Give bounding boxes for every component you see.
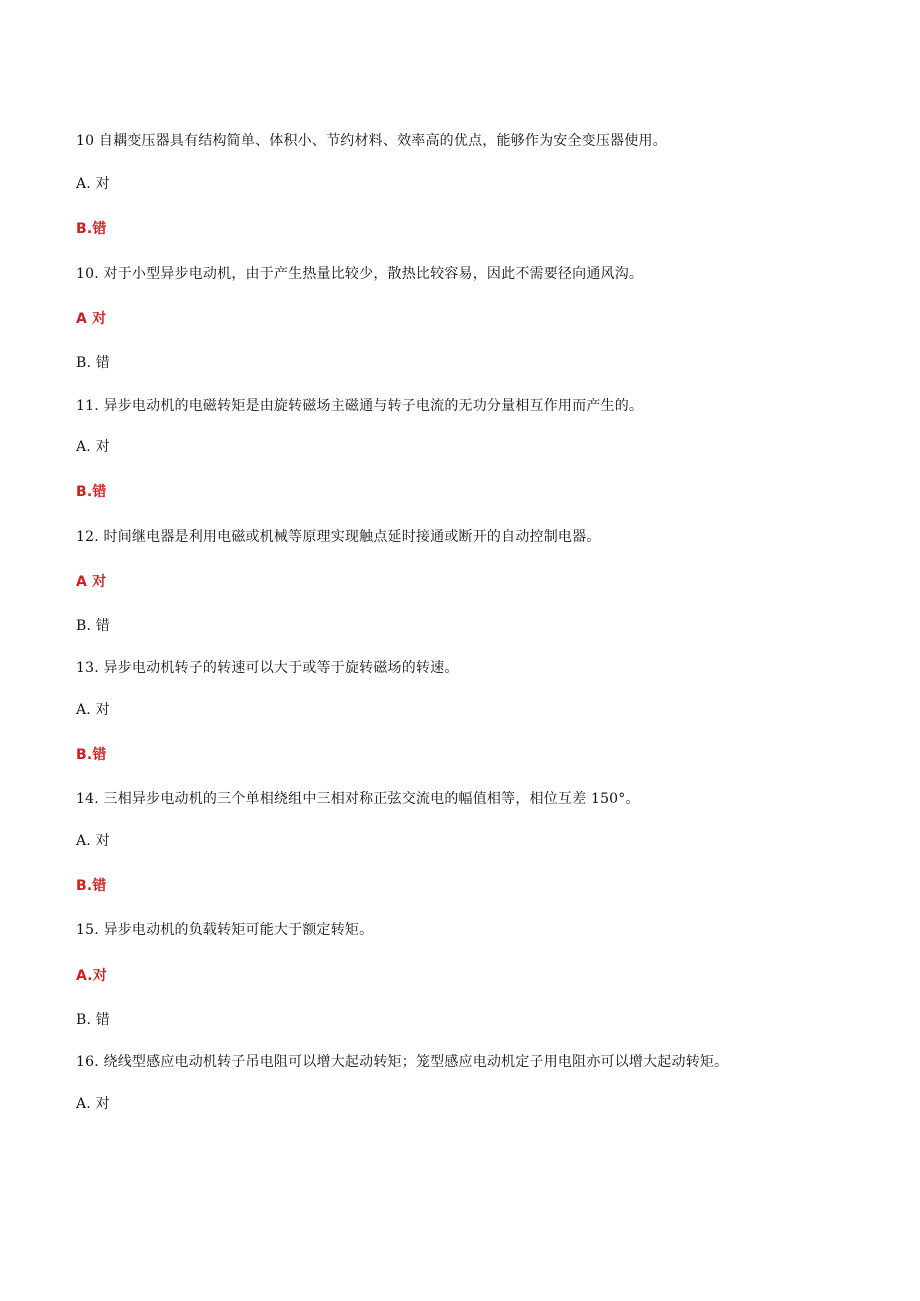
- answer-option-a: A 对: [76, 574, 107, 590]
- question-15: 15. 异步电动机的负载转矩可能大于额定转矩。: [76, 922, 374, 938]
- option-b: B. 错: [76, 1012, 110, 1028]
- answer-option-b: B.错: [76, 747, 107, 763]
- answer-option-b: B.错: [76, 484, 107, 500]
- question-13: 13. 异步电动机转子的转速可以大于或等于旋转磁场的转速。: [76, 660, 459, 676]
- answer-option-a: A 对: [76, 311, 107, 327]
- question-16: 16. 绕线型感应电动机转子吊电阻可以增大起动转矩；笼型感应电动机定子用电阻亦可以增大起动转矩。: [76, 1054, 729, 1070]
- option-a: A. 对: [76, 702, 110, 718]
- option-b: B. 错: [76, 355, 110, 371]
- answer-option-b: B.错: [76, 878, 107, 894]
- question-10b: 10. 对于小型异步电动机，由于产生热量比较少，散热比较容易，因此不需要径向通风沟。: [76, 266, 644, 282]
- option-a: A. 对: [76, 176, 110, 192]
- question-11: 11. 异步电动机的电磁转矩是由旋转磁场主磁通与转子电流的无功分量相互作用而产生的。: [76, 398, 644, 414]
- answer-option-a: A.对: [76, 968, 108, 984]
- option-a: A. 对: [76, 833, 110, 849]
- option-a: A. 对: [76, 439, 110, 455]
- question-10a: 10 自耦变压器具有结构简单、体积小、节约材料、效率高的优点，能够作为安全变压器使用。: [76, 133, 667, 149]
- question-12: 12. 时间继电器是利用电磁或机械等原理实现触点延时接通或断开的自动控制电器。: [76, 529, 601, 545]
- question-14: 14. 三相异步电动机的三个单相绕组中三相对称正弦交流电的幅值相等，相位互差 150°。: [76, 791, 640, 807]
- option-b: B. 错: [76, 618, 110, 634]
- answer-option-b: B.错: [76, 221, 107, 237]
- option-a: A. 对: [76, 1096, 110, 1112]
